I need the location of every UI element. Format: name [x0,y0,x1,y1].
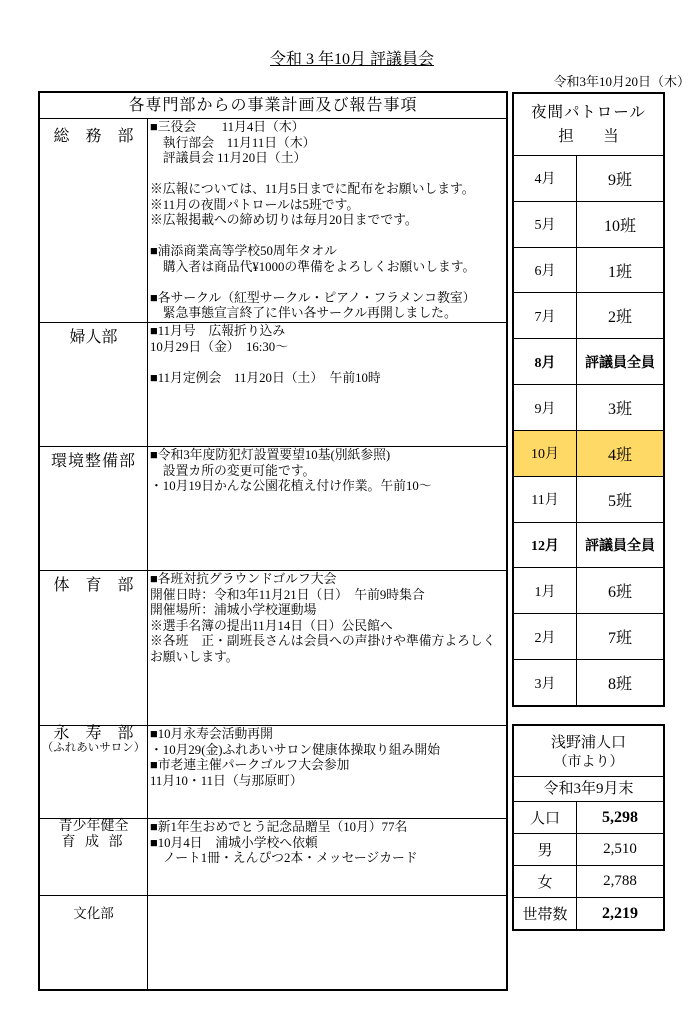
population-header [514,726,663,776]
section-environment [40,446,506,570]
section-content [148,819,506,895]
patrol-row-highlighted [514,430,663,476]
content-line: ※選手名簿の提出11月14日（日）公民館へ [150,618,393,633]
document-title-text: 令和 3 年10月 評議員会 [269,51,434,68]
patrol-row [514,338,663,384]
document-title [200,50,504,70]
content-line: ■三役会 11月4日（木） [150,120,305,134]
population-label: 世帯数 [514,898,577,929]
section-content [148,896,506,989]
section-sports [40,570,506,725]
patrol-month: 4月 [514,156,577,201]
section-eiju-salon [40,725,506,818]
content-line: 購入者は商品代¥1000の準備をよろしくお願いします。 [162,259,476,274]
patrol-month: 6月 [514,248,577,293]
section-sublabel: （ふれあいサロン） [41,742,146,754]
section-label-cell [40,571,148,725]
section-label-cell [40,819,148,895]
patrol-month: 3月 [514,660,577,705]
content-line: 開催日時：令和3年11月21日（日） 午前9時集合 [150,587,425,602]
content-line: 執行部会 11月11日（木） [162,135,316,150]
content-line: ・10月29(金)ふれあいサロン健康体操取り組み開始 [150,742,441,757]
content-line: ※広報掲載への締め切りは毎月20日までです。 [150,213,418,227]
section-content [148,726,506,818]
patrol-row [514,522,663,568]
patrol-row [514,659,663,705]
content-line: 10月29日（金） 16:30～ [150,339,288,354]
section-label: 体 育 部 [53,577,134,594]
content-line: ・10月19日かんな公園花植え付け作業。午前10～ [150,479,432,493]
content-line: ■11月定例会 11月20日（土） 午前10時 [150,370,381,385]
patrol-team: 6班 [607,584,632,602]
content-line: 11月10・11日（与那原町） [150,773,303,788]
content-line: ※11月の夜間パトロールは5班です。 [150,197,360,212]
patrol-month: 9月 [514,385,577,430]
population-as-of: 令和3年9月末 [514,776,663,801]
patrol-header [514,94,663,155]
content-line: ■各班対抗グラウンドゴルフ大会 [150,572,337,586]
document-date: 令和3年10月20日（木） [553,74,690,89]
section-culture [40,895,506,989]
patrol-month: 12月 [514,523,577,568]
content-line: ■新1年生おめでとう記念品贈呈（10月）77名 [150,820,408,834]
patrol-team: 9班 [607,171,632,189]
section-label-cell [40,323,148,446]
population-label: 女 [514,866,577,897]
patrol-row [514,155,663,201]
patrol-team: 評議員全員 [585,539,655,555]
patrol-team: 2班 [607,309,632,327]
content-line: 評議員会 11月20日（土） [162,151,307,165]
patrol-team: 8班 [607,676,632,694]
content-line: ノート1冊・えんぴつ2本・メッセージカード [162,851,418,865]
population-row [514,897,663,929]
section-label-cell [40,896,148,989]
section-general-affairs [40,118,506,322]
reports-table-header: 各専門部からの事業計画及び報告事項 [128,97,418,114]
patrol-month: 5月 [514,202,577,247]
population-row [514,865,663,897]
patrol-row [514,201,663,247]
patrol-month: 2月 [514,614,577,659]
section-content [148,119,506,322]
content-line: 開催場所：浦城小学校運動場 [150,603,317,617]
patrol-row [514,613,663,659]
patrol-row [514,247,663,293]
population-label: 人口 [514,802,577,833]
section-youth [40,818,506,895]
patrol-header-subtitle: 担 当 [558,128,626,145]
content-line: ■10月永寿会活動再開 [150,727,273,741]
section-content [148,447,506,570]
section-label: 永 寿 部 [53,725,134,742]
content-line: 設置カ所の変更可能です。 [162,463,316,478]
population-title: 浅野浦人口 [550,735,626,751]
patrol-team: 3班 [607,401,632,419]
section-womens [40,322,506,446]
content-line: ※広報については、11月5日までに配布をお願いします。 [150,182,475,196]
section-label: 環境整備部 [50,453,136,470]
patrol-month: 10月 [514,431,577,476]
population-value: 2,510 [603,841,637,857]
patrol-row [514,292,663,338]
patrol-row [514,384,663,430]
content-line: ■各サークル（紅型サークル・ピアノ・フラメンコ教室） [150,290,476,305]
population-table [512,724,665,931]
section-label: 婦人部 [69,329,118,346]
section-label: 総 務 部 [53,128,134,145]
patrol-team: 1班 [607,263,632,281]
patrol-month: 8月 [514,339,577,384]
population-source: （市より） [553,755,624,770]
content-line: お願いします。 [150,649,239,664]
section-label-cell [40,726,148,818]
section-content [148,571,506,725]
content-line: ※各班 正・副班長さんは会員への声掛けや準備方よろしく [150,634,496,648]
patrol-team: 10班 [603,217,636,235]
population-value: 2,219 [602,904,638,922]
patrol-team: 7班 [607,630,632,648]
population-row [514,833,663,865]
content-line: ■浦添商業高等学校50周年タオル [150,244,337,258]
patrol-team: 評議員全員 [585,355,655,371]
section-label-cell [40,447,148,570]
section-label-line2: 育 成 部 [61,835,126,850]
content-line: ■10月4日 浦城小学校へ依頼 [150,835,318,850]
patrol-month: 7月 [514,293,577,338]
patrol-header-title: 夜間パトロール [531,104,646,121]
content-line: 緊急事態宣言終了に伴い各サークル再開しました。 [162,306,457,320]
patrol-row [514,567,663,613]
content-line: ■令和3年度防犯灯設置要望10基(別紙参照) [150,448,391,462]
content-line: ■市老連主催パークゴルフ大会参加 [150,758,350,772]
population-label: 男 [514,834,577,865]
reports-table [38,91,508,991]
section-label: 青少年健全 [58,819,129,834]
patrol-row [514,476,663,522]
patrol-table [512,92,665,707]
population-row [514,801,663,833]
section-label: 文化部 [73,906,114,921]
patrol-month: 1月 [514,568,577,613]
patrol-month: 11月 [514,477,577,522]
population-value: 2,788 [603,873,637,889]
section-content [148,323,506,446]
section-label-cell [40,119,148,322]
content-line: ■11月号 広報折り込み [150,324,286,338]
patrol-team: 5班 [607,492,632,510]
patrol-team: 4班 [607,446,632,464]
population-value: 5,298 [602,808,638,826]
